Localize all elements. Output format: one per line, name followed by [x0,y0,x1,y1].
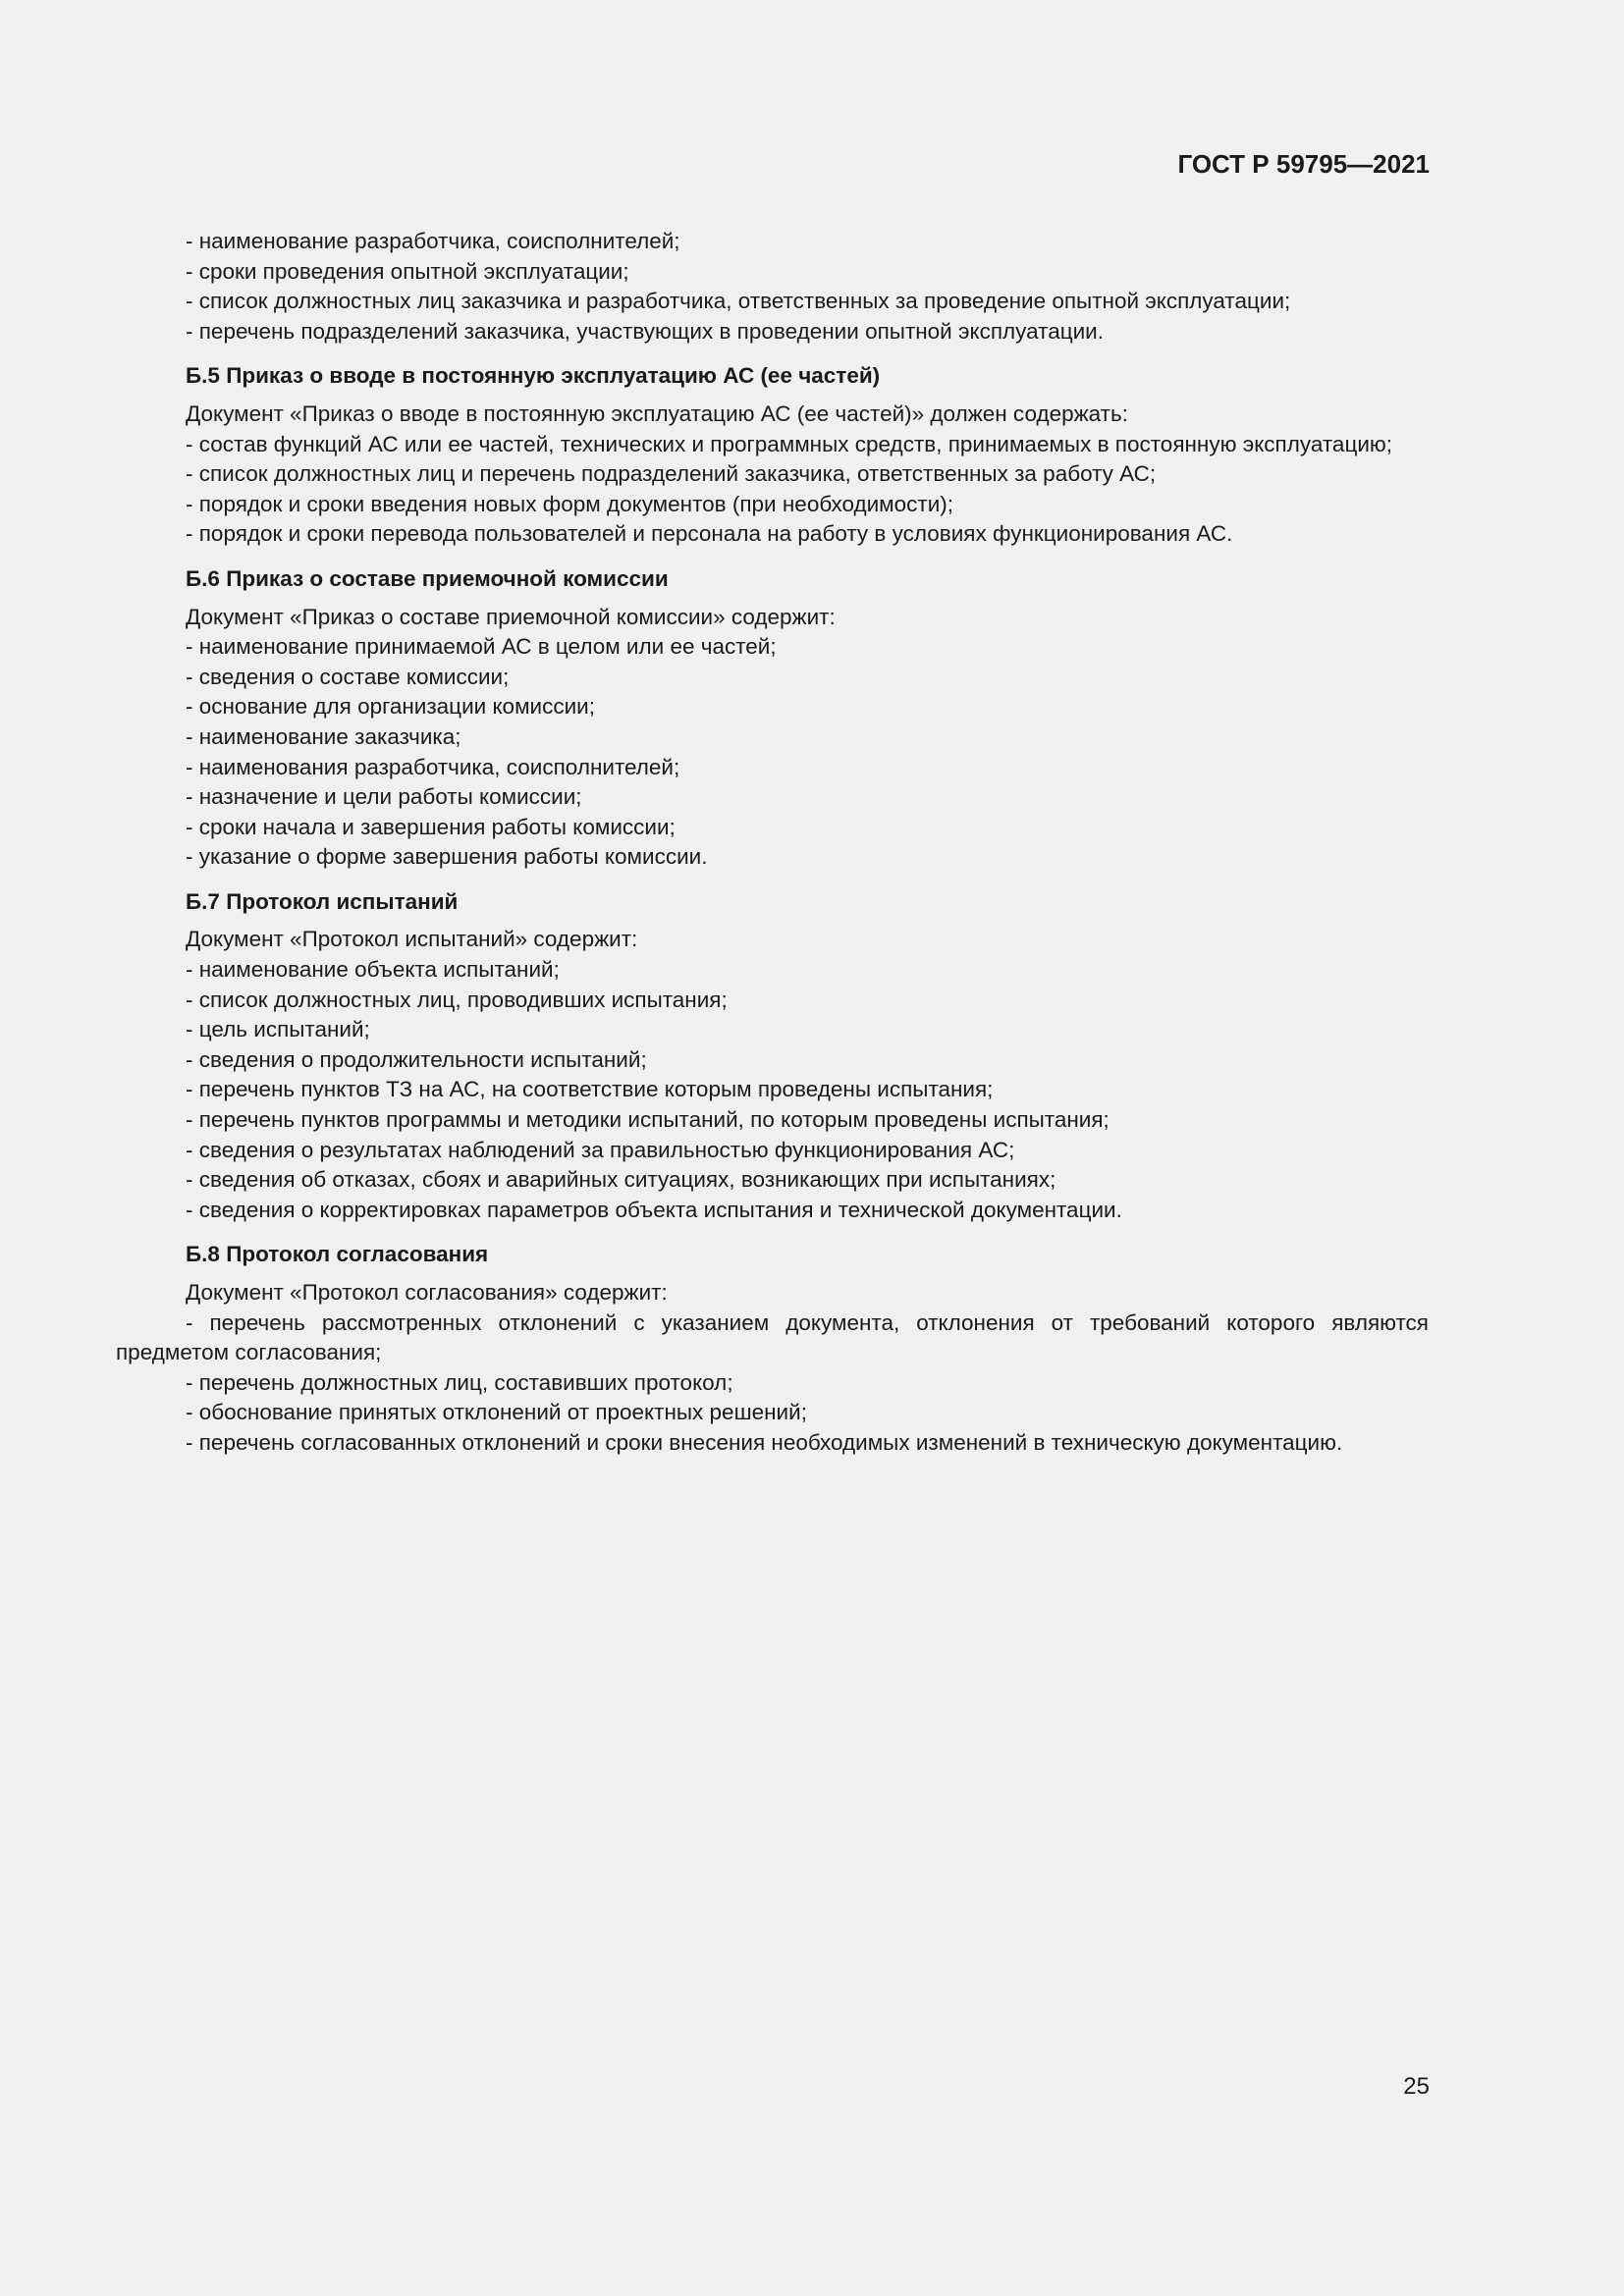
list-item: - сроки начала и завершения работы комиссии; [186,814,676,839]
page-content [116,227,1429,1459]
section-lead: Документ «Протокол испытаний» содержит: [186,927,638,952]
list-item: - наименование разработчика, соисполнителей; [186,229,680,253]
section-b7 [116,887,1429,1226]
list-item: - список должностных лиц и перечень подразделений заказчика, ответственных за работу АС; [186,461,1157,487]
list-item: - перечень должностных лиц, составивших протокол; [186,1369,733,1395]
list-item: - цель испытаний; [186,1017,370,1042]
list-item: - порядок и сроки введения новых форм документов (при необходимости); [186,491,954,516]
list-item: - наименование объекта испытаний; [186,957,560,983]
list-item: - назначение и цели работы комиссии; [186,784,582,810]
list-item: - список должностных лиц, проводивших испытания; [186,987,728,1012]
list-item: - сведения о результатах наблюдений за правильностью функционирования АС; [186,1137,1015,1162]
section-title: Б.7 Протокол испытаний [186,888,459,914]
list-item: - наименование заказчика; [186,723,461,749]
list-item: - наименование принимаемой АС в целом или ее частей; [186,634,777,660]
list-item: - перечень пунктов ТЗ на АС, на соответствие которым проведены испытания; [186,1077,994,1102]
page-number: 25 [1403,2073,1430,2100]
list-item: - порядок и сроки перевода пользователей и персонала на работу в условиях функционирования АС. [186,521,1233,547]
list-item: - наименования разработчика, соисполнителей; [186,754,680,779]
section-lead: Документ «Протокол согласования» содержит: [186,1280,668,1305]
list-item: - перечень рассмотренных отклонений с указанием документа, отклонения от требований которого являются предметом согласования; [116,1309,1429,1365]
list-item: - основание для организации комиссии; [186,694,595,720]
intro-list [116,227,1429,347]
list-item: - сроки проведения опытной эксплуатации; [186,258,629,284]
document-code-header: ГОСТ Р 59795—2021 [1177,149,1430,179]
section-b5 [116,361,1429,550]
section-lead: Документ «Приказ о составе приемочной комиссии» содержит: [186,604,836,629]
section-title: Б.5 Приказ о вводе в постоянную эксплуатацию АС (ее частей) [186,363,881,389]
list-item: - обоснование принятых отклонений от проектных решений; [186,1400,807,1425]
list-item: - перечень подразделений заказчика, участвующих в проведении опытной эксплуатации. [186,318,1105,344]
list-item: - перечень согласованных отклонений и сроки внесения необходимых изменений в техническую документацию. [186,1429,1343,1455]
list-item: - сведения об отказах, сбоях и аварийных ситуациях, возникающих при испытаниях; [186,1167,1056,1193]
list-item: - состав функций АС или ее частей, технических и программных средств, принимаемых в постоянную эксплуатацию; [186,431,1393,456]
list-item: - сведения о корректировках параметров объекта испытания и технической документации. [186,1197,1122,1222]
section-b8 [116,1240,1429,1458]
list-item: - указание о форме завершения работы комиссии. [186,844,708,870]
list-item: - перечень пунктов программы и методики испытаний, по которым проведены испытания; [186,1107,1110,1133]
list-item: - сведения о составе комиссии; [186,664,510,689]
section-title: Б.6 Приказ о составе приемочной комиссии [186,565,669,591]
section-b6 [116,564,1429,873]
list-item: - сведения о продолжительности испытаний; [186,1046,647,1072]
section-lead: Документ «Приказ о вводе в постоянную эксплуатацию АС (ее частей)» должен содержать: [186,400,1128,426]
list-item: - список должностных лиц заказчика и разработчика, ответственных за проведение опытной эксплуатации; [186,289,1291,314]
section-title: Б.8 Протокол согласования [186,1242,489,1267]
